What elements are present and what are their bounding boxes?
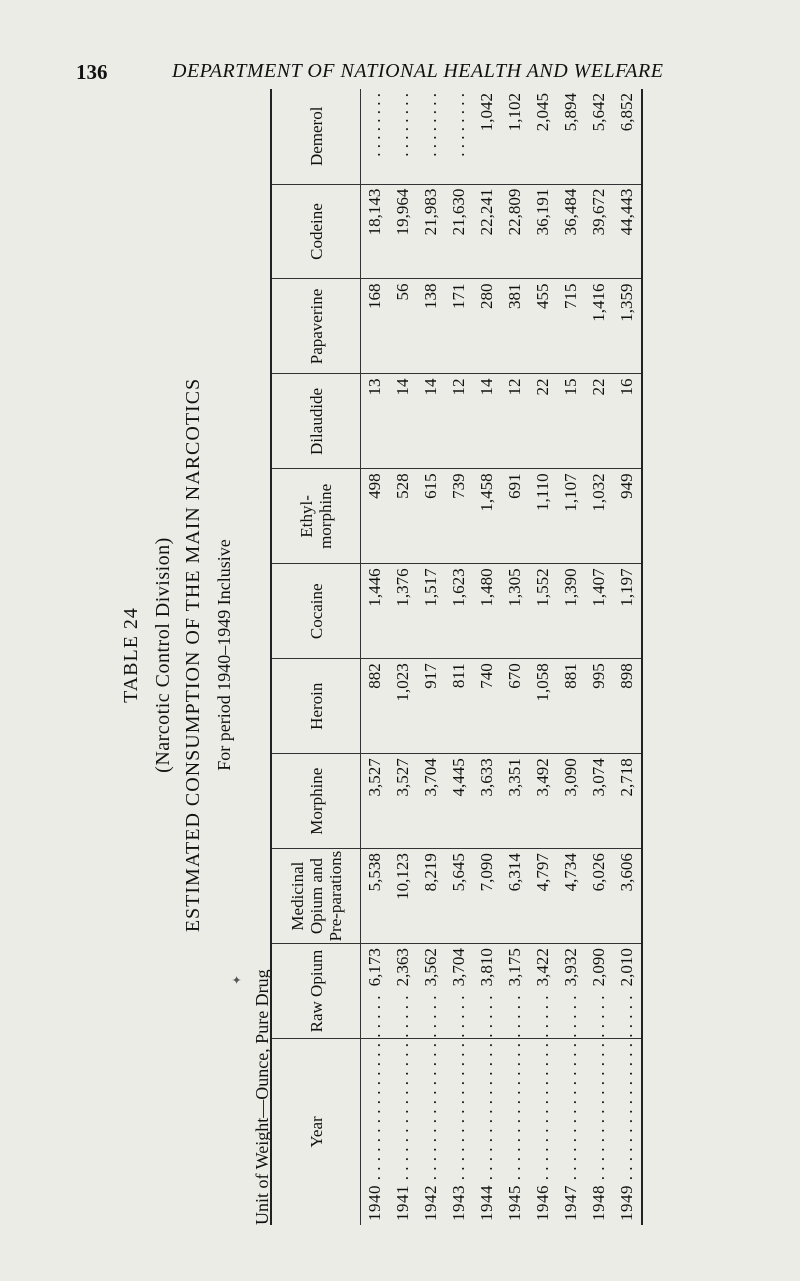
- table-cell: 1,390: [557, 564, 585, 659]
- column-header: Cocaine: [271, 564, 361, 659]
- table-cell: 22,241: [473, 184, 501, 279]
- year-cell: 1941 . . . . . . . . . . . . . . . . . . . .: [389, 1039, 417, 1226]
- table-cell: 5,645: [445, 849, 473, 944]
- table-cell: 5,894: [561, 93, 580, 132]
- narcotics-table: [270, 89, 643, 1225]
- table-cell: . . . . . . . .: [421, 93, 440, 157]
- table-cell: 3,633: [473, 754, 501, 849]
- column-header: Dilaudide: [271, 374, 361, 469]
- table-cell: 882: [361, 659, 390, 754]
- table-cell: 1,517: [417, 564, 445, 659]
- rotated-table-block: [120, 85, 660, 1225]
- table-cell: 381: [501, 279, 529, 374]
- table-cell: 39,672: [585, 184, 613, 279]
- table-cell: 22,809: [501, 184, 529, 279]
- table-cell: 3,810: [473, 944, 501, 1039]
- table-cell: 22: [529, 374, 557, 469]
- table-row: [445, 89, 473, 1225]
- year-cell: 1943 . . . . . . . . . . . . . . . . . . . .: [445, 1039, 473, 1226]
- table-cell: 21,630: [445, 184, 473, 279]
- table-cell: 3,074: [585, 754, 613, 849]
- table-cell: 615: [417, 469, 445, 564]
- running-title: DEPARTMENT OF NATIONAL HEALTH AND WELFARE: [172, 60, 664, 82]
- table-cell: 2,090: [585, 944, 613, 1039]
- table-cell: 3,704: [417, 754, 445, 849]
- table-header-row: [271, 89, 361, 1225]
- table-cell: 1,446: [361, 564, 390, 659]
- table-cell: 1,376: [389, 564, 417, 659]
- table-cell: 12: [445, 374, 473, 469]
- table-cell: 7,090: [473, 849, 501, 944]
- table-cell: 3,422: [529, 944, 557, 1039]
- table-cell: 2,010: [613, 944, 642, 1039]
- table-label: TABLE 24: [120, 607, 142, 703]
- table-cell: 1,480: [473, 564, 501, 659]
- table-cell: 3,492: [529, 754, 557, 849]
- table-cell: 5,538: [361, 849, 390, 944]
- table-division: (Narcotic Control Division): [152, 537, 174, 773]
- table-cell: 5,642: [589, 93, 608, 132]
- table-cell: 1,110: [529, 469, 557, 564]
- table-period: For period 1940–1949 Inclusive: [214, 539, 234, 771]
- year-cell: 1944 . . . . . . . . . . . . . . . . . . . .: [473, 1039, 501, 1226]
- table-cell: 881: [557, 659, 585, 754]
- table-cell: 1,623: [445, 564, 473, 659]
- table-cell: 15: [557, 374, 585, 469]
- table-cell: 4,734: [557, 849, 585, 944]
- table-cell: 36,484: [557, 184, 585, 279]
- table-cell: . . . . . . . .: [365, 93, 384, 157]
- table-cell: 6,852: [613, 89, 642, 184]
- column-header: Ethyl-morphine: [271, 469, 361, 564]
- table-cell: 14: [473, 374, 501, 469]
- table-cell: 3,606: [613, 849, 642, 944]
- table-cell: 21,983: [417, 184, 445, 279]
- table-cell: 56: [389, 279, 417, 374]
- column-header: Raw Opium: [271, 944, 361, 1039]
- table-cell: 739: [445, 469, 473, 564]
- table-cell: 670: [501, 659, 529, 754]
- bullet-mark-icon: ✦: [230, 974, 244, 985]
- table-cell: 3,175: [501, 944, 529, 1039]
- table-title: ESTIMATED CONSUMPTION OF THE MAIN NARCOTICS: [182, 377, 204, 933]
- table-cell: 2,363: [389, 944, 417, 1039]
- table-cell: 1,042: [477, 93, 496, 132]
- table-row: [361, 89, 390, 1225]
- table-title-block: [120, 85, 250, 1225]
- table-row: [529, 89, 557, 1225]
- table-cell: 22: [585, 374, 613, 469]
- table-cell: 171: [445, 279, 473, 374]
- year-cell: 1949 . . . . . . . . . . . . . . . . . . . .: [613, 1039, 642, 1226]
- table-cell: 1,197: [613, 564, 642, 659]
- table-cell: 4,797: [529, 849, 557, 944]
- table-cell: 1,102: [505, 93, 524, 132]
- column-header: Year: [271, 1039, 361, 1226]
- table-cell: 3,932: [557, 944, 585, 1039]
- table-cell: 1,407: [585, 564, 613, 659]
- table-row: [613, 89, 642, 1225]
- table-cell: 1,032: [585, 469, 613, 564]
- year-cell: 1946 . . . . . . . . . . . . . . . . . . . .: [529, 1039, 557, 1226]
- table-cell: 1,359: [613, 279, 642, 374]
- column-header: Demerol: [271, 89, 361, 184]
- table-cell: 498: [361, 469, 390, 564]
- table-cell: 6,026: [585, 849, 613, 944]
- table-cell: 4,445: [445, 754, 473, 849]
- table-cell: 715: [557, 279, 585, 374]
- table-row: [501, 89, 529, 1225]
- table-cell: 18,143: [361, 184, 390, 279]
- year-cell: 1947 . . . . . . . . . . . . . . . . . . . .: [557, 1039, 585, 1226]
- year-cell: 1942 . . . . . . . . . . . . . . . . . . . .: [417, 1039, 445, 1226]
- year-cell: 1945 . . . . . . . . . . . . . . . . . . . .: [501, 1039, 529, 1226]
- table-row: [417, 89, 445, 1225]
- table-cell: . . . . . . . .: [449, 93, 468, 157]
- table-cell: 1,416: [585, 279, 613, 374]
- column-header: Papaverine: [271, 279, 361, 374]
- table-cell: 13: [361, 374, 390, 469]
- year-cell: 1940 . . . . . . . . . . . . . . . . . . . .: [361, 1039, 390, 1226]
- table-cell: 691: [501, 469, 529, 564]
- table-cell: 12: [501, 374, 529, 469]
- table-cell: 14: [389, 374, 417, 469]
- table-cell: 1,552: [529, 564, 557, 659]
- table-cell: 455: [529, 279, 557, 374]
- table-body: [361, 89, 643, 1225]
- table-row: [557, 89, 585, 1225]
- table-cell: 2,045: [533, 93, 552, 132]
- table-cell: 44,443: [613, 184, 642, 279]
- column-header: Codeine: [271, 184, 361, 279]
- table-cell: 3,351: [501, 754, 529, 849]
- table-cell: 3,527: [361, 754, 390, 849]
- table-cell: 1,305: [501, 564, 529, 659]
- table-cell: 10,123: [389, 849, 417, 944]
- column-header: Heroin: [271, 659, 361, 754]
- table-cell: 1,458: [473, 469, 501, 564]
- table-cell: 8,219: [417, 849, 445, 944]
- table-cell: 3,704: [445, 944, 473, 1039]
- table-cell: 280: [473, 279, 501, 374]
- table-cell: 3,090: [557, 754, 585, 849]
- year-cell: 1948 . . . . . . . . . . . . . . . . . . . .: [585, 1039, 613, 1226]
- table-cell: . . . . . . . .: [393, 93, 412, 157]
- table-cell: 1,107: [557, 469, 585, 564]
- table-cell: 1,023: [389, 659, 417, 754]
- table-cell: 528: [389, 469, 417, 564]
- table-cell: 3,527: [389, 754, 417, 849]
- table-cell: 995: [585, 659, 613, 754]
- table-cell: 949: [613, 469, 642, 564]
- table-cell: 6,314: [501, 849, 529, 944]
- table-cell: 2,718: [613, 754, 642, 849]
- page-number: 136: [76, 60, 108, 84]
- table-cell: 36,191: [529, 184, 557, 279]
- table-cell: 1,058: [529, 659, 557, 754]
- table-cell: 16: [613, 374, 642, 469]
- table-cell: 19,964: [389, 184, 417, 279]
- table-cell: 6,173: [361, 944, 390, 1039]
- table-cell: 740: [473, 659, 501, 754]
- table-cell: 14: [417, 374, 445, 469]
- table-cell: 3,562: [417, 944, 445, 1039]
- table-row: [473, 89, 501, 1225]
- table-row: [585, 89, 613, 1225]
- table-cell: 898: [613, 659, 642, 754]
- column-header: Medicinal Opium and Pre-parations: [271, 849, 361, 944]
- table-row: [389, 89, 417, 1225]
- table-cell: 917: [417, 659, 445, 754]
- table-unit: Unit of Weight—Ounce, Pure Drug: [252, 969, 272, 1225]
- column-header: Morphine: [271, 754, 361, 849]
- table-cell: 811: [445, 659, 473, 754]
- table-cell: 168: [361, 279, 390, 374]
- table-cell: 138: [417, 279, 445, 374]
